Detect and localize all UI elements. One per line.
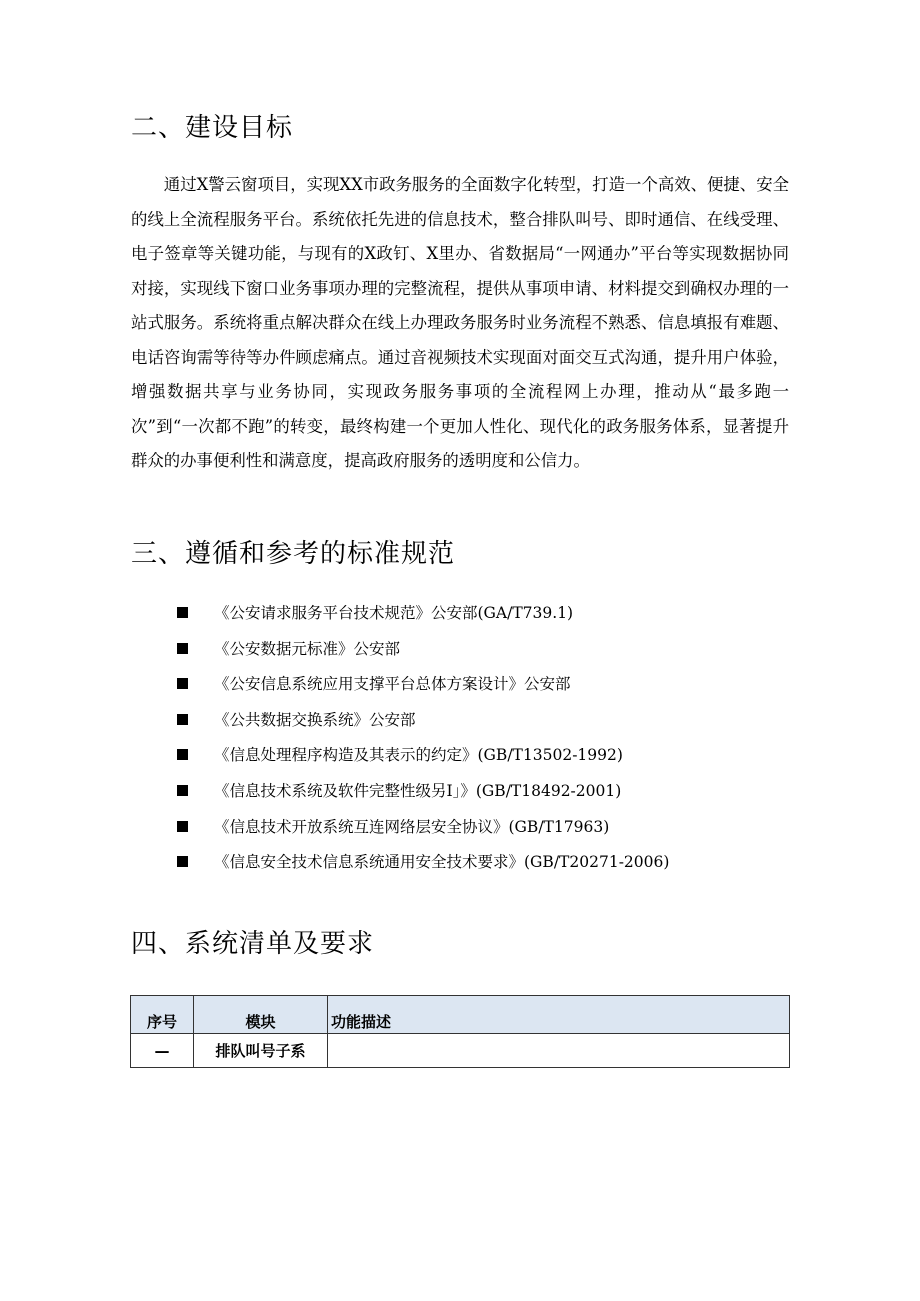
standard-title: 《公安数据元标准》公安部 [214,639,401,658]
list-item [177,706,669,742]
square-bullet-icon [177,821,188,832]
standard-title: 《公共数据交换系统》公安部 [214,710,416,729]
standard-title: 《信息安全技术信息系统通用安全技术要求》(GB/T20271-2006) [214,853,670,872]
header-cell-module: 模块 [194,996,328,1034]
standard-title: 《信息技术开放系统互连网络层安全协议》(GB/T17963) [214,817,610,836]
square-bullet-icon [177,643,188,654]
list-item [177,848,669,884]
list-item [177,599,669,635]
list-item [177,741,669,777]
cell-module: 排队叫号子系 [194,1034,328,1068]
header-cell-number: 序号 [131,996,194,1034]
standard-title: 《公安信息系统应用支撑平台总体方案设计》公安部 [214,675,571,694]
cell-description [328,1034,790,1068]
standard-title: 《公安请求服务平台技术规范》公安部(GA/T739.1) [214,604,574,622]
square-bullet-icon [177,856,188,867]
list-item [177,813,669,849]
header-cell-description: 功能描述 [328,996,790,1034]
goal-paragraph: 通过X警云窗项目，实现XX市政务服务的全面数字化转型，打造一个高效、便捷、安全的线上全流程服务平台。系统依托先进的信息技术，整合排队叫号、即时通信、在线受理、电子签章等关键功能，与现有的X政钉、X里办、省数据局“一网通办”平台等实现数据协同对接，实现线下窗口业务事项办理的完整流程，提供从事项申请、材料提交到确权办理的一站式服务。系统将重点解决群众在线上办理政务服务时业务流程不熟悉、信息填报有难题、电话咨询需等待等办件顾虑痛点。通过音视频技术实现面对面交互式沟通，提升用户体验，增强数据共享与业务协同，实现政务服务事项的全流程网上办理，推动从“最多跑一次”到“一次都不跑”的转变，最终构建一个更加人性化、现代化的政务服务体系，显著提升群众的办事便利性和满意度，提高政府服务的透明度和公信力。 [131,175,789,470]
list-item [177,635,669,671]
square-bullet-icon [177,607,188,618]
square-bullet-icon [177,749,188,760]
square-bullet-icon [177,714,188,725]
table-row [131,1034,790,1068]
square-bullet-icon [177,678,188,689]
standards-list [177,599,669,884]
section-heading-system-list: 四、系统清单及要求 [131,929,375,959]
standard-title: 《信息处理程序构造及其表示的约定》(GB/T13502-1992) [214,746,623,765]
table-header-row [131,996,790,1034]
section-heading-standards: 三、遵循和参考的标准规范 [131,539,456,569]
section-heading-goal: 二、建设目标 [131,113,294,143]
list-item [177,777,669,813]
square-bullet-icon [177,785,188,796]
standard-title: 《信息技术系统及软件完整性级另I」》(GB/T18492-2001) [214,781,622,800]
list-item [177,670,669,706]
system-requirements-table [130,995,790,1068]
cell-number: — [131,1034,194,1068]
